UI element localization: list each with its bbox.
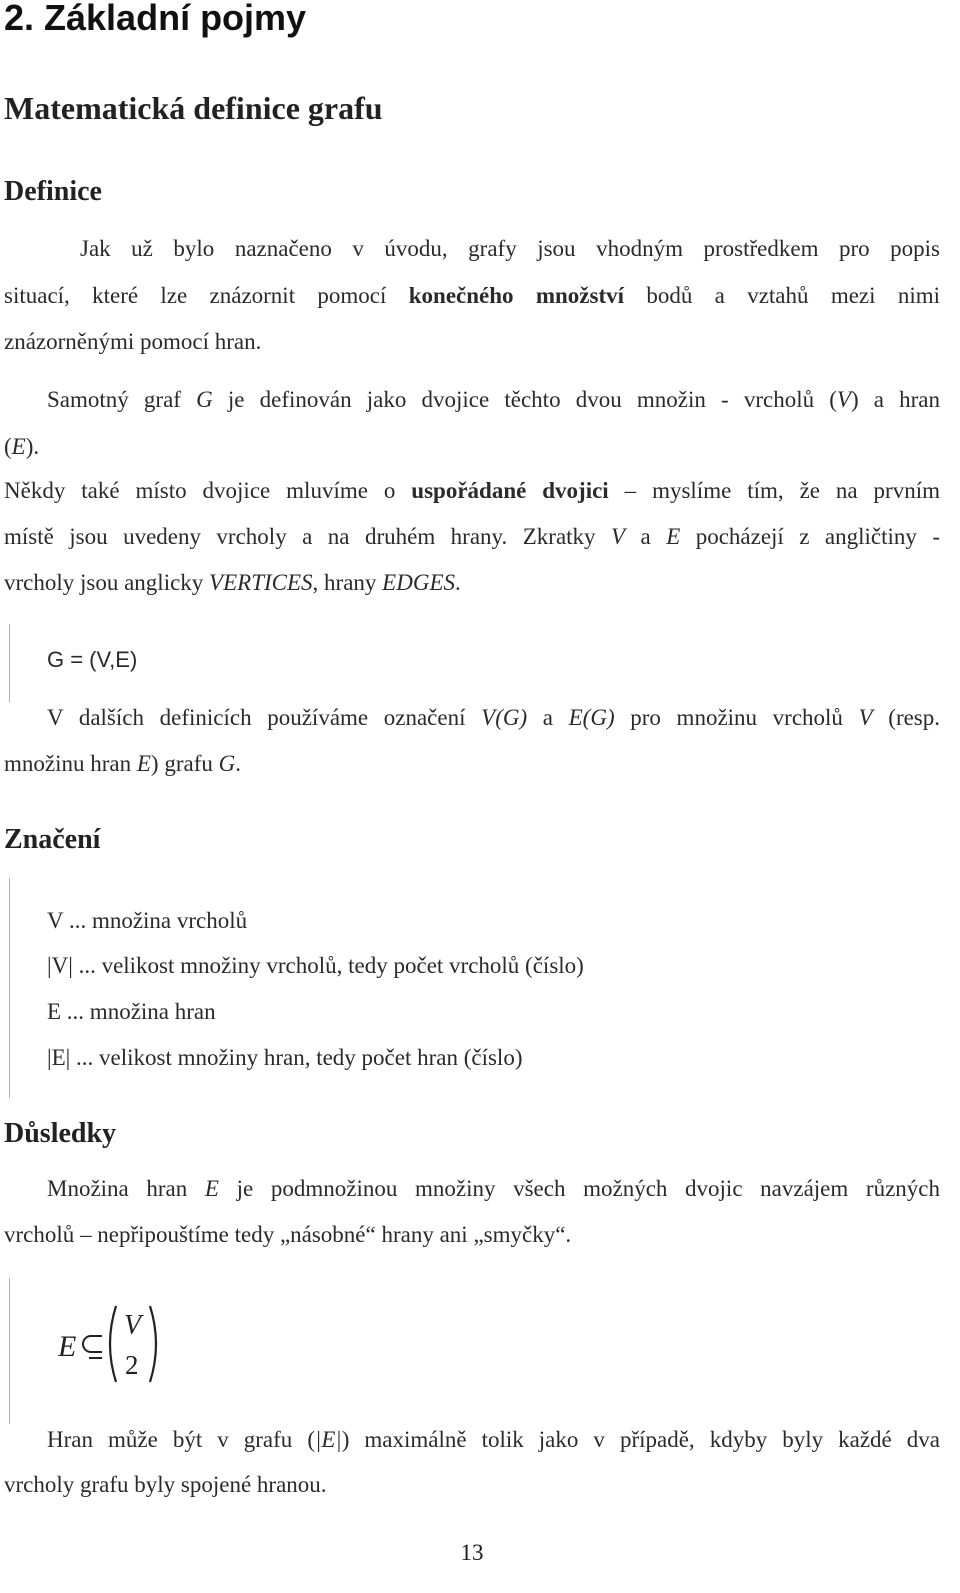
text-span: a [542, 705, 553, 730]
italic-symbol: E [204, 1176, 219, 1201]
italic-symbol: E [11, 434, 26, 459]
section-title: Matematická definice grafu [4, 90, 383, 126]
page-number: 13 [460, 1540, 484, 1565]
text-span: Hran může být v grafu ( [47, 1427, 315, 1452]
italic-symbol: E(G) [568, 705, 615, 730]
text-span: ( [4, 434, 12, 459]
text-span [228, 387, 940, 412]
text-span: Samotný graf [47, 387, 181, 412]
quote-bar [9, 624, 10, 702]
italic-symbol: V [836, 387, 851, 412]
text-span: ). [25, 434, 40, 459]
definice-p3-line1 [4, 476, 940, 506]
text-span: je podmnožinou množiny všech možných dvojic navzájem různých [236, 1176, 940, 1201]
left-paren-icon [110, 1306, 116, 1382]
text-span: a [640, 524, 651, 549]
text-span: ) grafu [150, 751, 213, 776]
text-span: . [455, 570, 461, 595]
text-span: vrcholy jsou anglicky [4, 570, 204, 595]
definice-p2-line1 [47, 385, 940, 415]
italic-term: VERTICES [209, 570, 313, 595]
formula-graph: G = (V,E) [47, 647, 138, 672]
znaceni-item: E ... množina hran [47, 999, 216, 1024]
definice-p3-line3 [4, 568, 461, 598]
text-span: je definován jako dvojice těchto dvou množin - vrcholů ( [227, 387, 837, 412]
italic-symbol: V [858, 705, 873, 730]
definice-p1-line3: znázorněnými pomocí hran. [4, 329, 262, 354]
italic-symbol: G [196, 387, 213, 412]
text-span: – myslíme tím, že na prvním [624, 478, 940, 503]
definice-p1-line1: Jak už bylo naznačeno v úvodu, grafy jsou vhodným prostředkem pro popis [80, 236, 940, 261]
znaceni-item: |E| ... velikost množiny hran, tedy počet hran (číslo) [47, 1045, 523, 1070]
quote-bar [9, 878, 10, 1098]
text-span: pro množinu vrcholů [630, 705, 843, 730]
binomial-top: V [124, 1310, 142, 1341]
formula-E: E [58, 1330, 77, 1363]
heading-dusledky: Důsledky [4, 1118, 117, 1149]
text-span: pocházejí z angličtiny - [695, 524, 941, 549]
italic-symbol: E [666, 524, 681, 549]
bold-term-konecne-mnozstvi: konečného množství [408, 283, 625, 308]
right-paren-icon [150, 1306, 156, 1382]
text-span: bodů a vztahů mezi nimi [646, 283, 941, 308]
formula-graphic [58, 1302, 168, 1388]
definice-p4-line1 [47, 703, 940, 733]
dusledky-p2-line2: vrcholy grafu byly spojené hranou. [4, 1472, 327, 1497]
heading-definice: Definice [4, 176, 102, 207]
quote-bar [9, 1278, 10, 1424]
text-span: místě jsou uvedeny vrcholy a na druhém hrany. Zkratky [4, 524, 596, 549]
dusledky-p2-line1 [47, 1425, 940, 1455]
text-span: , hrany [312, 570, 377, 595]
text-span: (resp. [888, 705, 941, 730]
text-span: . [235, 751, 241, 776]
italic-symbol: G [218, 751, 236, 776]
italic-symbol: E [136, 751, 151, 776]
italic-symbol: V(G) [481, 705, 528, 730]
definice-p4-line2 [4, 749, 241, 779]
znaceni-item: |V| ... velikost množiny vrcholů, tedy počet vrcholů (číslo) [47, 953, 584, 978]
text-span: množinu hran [4, 751, 132, 776]
definice-p3-line2 [4, 522, 940, 552]
chapter-title: 2. Základní pojmy [4, 0, 307, 38]
dusledky-p1-line2: vrcholů – nepřipouštíme tedy „násobné“ hrany ani „smyčky“. [4, 1222, 572, 1247]
definice-p1-line2 [4, 281, 940, 311]
italic-term: EDGES [382, 570, 455, 595]
bold-term-usporadana-dvojice: uspořádané dvojici [411, 478, 609, 503]
text-span: Někdy také místo dvojice mluvíme o [4, 478, 396, 503]
text-span: Množina hran [47, 1176, 188, 1201]
italic-symbol: |E| [315, 1427, 342, 1452]
dusledky-p1-line1 [47, 1174, 940, 1204]
subset-eq-icon [83, 1336, 102, 1358]
znaceni-item: V ... množina vrcholů [47, 908, 248, 933]
text-span: ) maximálně tolik jako v případě, kdyby byly každé dva [341, 1427, 940, 1452]
italic-symbol: V [611, 524, 626, 549]
text-span: ) a hran [850, 387, 941, 412]
heading-znaceni: Značení [4, 824, 101, 855]
text-span: situací, které lze znázornit pomocí [4, 283, 387, 308]
definice-p2-line2 [4, 432, 39, 462]
binomial-bottom: 2 [125, 1350, 139, 1380]
text-span: V dalších definicích používáme označení [47, 705, 466, 730]
formula-subset-binomial [58, 1302, 168, 1393]
